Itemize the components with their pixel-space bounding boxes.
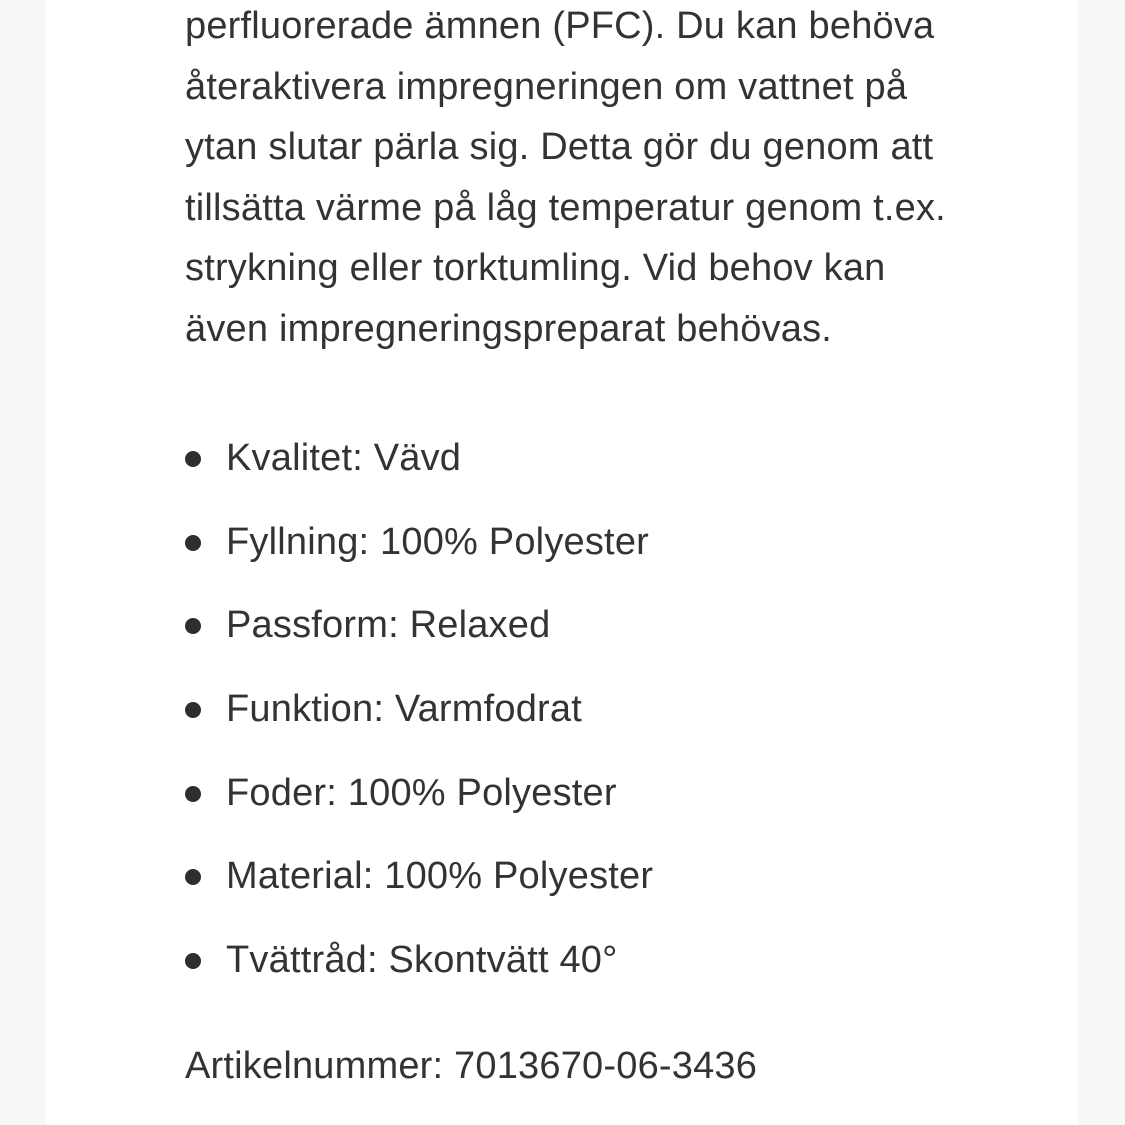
description-line: återaktivera impregneringen om vattnet på bbox=[185, 65, 908, 108]
article-number: Artikelnummer: 7013670-06-3436 bbox=[185, 1045, 758, 1087]
description-line: strykning eller torktumling. Vid behov kan bbox=[185, 247, 886, 289]
product-spec-list bbox=[185, 432, 1025, 1018]
product-details-card bbox=[46, 0, 1078, 1125]
bullet-icon bbox=[185, 953, 201, 969]
spec-label: Kvalitet: Vävd bbox=[226, 437, 462, 479]
spec-item-material bbox=[185, 850, 1025, 934]
description-line: även impregneringspreparat behövas. bbox=[185, 307, 833, 350]
spec-item-filling bbox=[185, 516, 1025, 600]
spec-item-function bbox=[185, 683, 1025, 767]
bullet-icon bbox=[185, 786, 201, 802]
spec-item-quality bbox=[185, 432, 1025, 516]
description-line: tillsätta värme på låg temperatur genom t.ex. bbox=[185, 186, 946, 229]
description-line: ytan slutar pärla sig. Detta gör du genom att bbox=[185, 126, 934, 168]
spec-label: Tvättråd: Skontvätt 40° bbox=[226, 939, 618, 982]
description-line: perfluorerade ämnen (PFC). Du kan behöva bbox=[185, 5, 935, 47]
bullet-icon bbox=[185, 451, 201, 467]
spec-label: Passform: Relaxed bbox=[226, 604, 551, 647]
spec-label: Material: 100% Polyester bbox=[226, 855, 654, 898]
bullet-icon bbox=[185, 535, 201, 551]
spec-item-fit bbox=[185, 599, 1025, 683]
spec-label: Foder: 100% Polyester bbox=[226, 771, 617, 814]
spec-label: Fyllning: 100% Polyester bbox=[226, 520, 650, 563]
bullet-icon bbox=[185, 869, 201, 885]
spec-label: Funktion: Varmfodrat bbox=[226, 688, 583, 731]
spec-item-lining bbox=[185, 767, 1025, 851]
bullet-icon bbox=[185, 618, 201, 634]
spec-item-care bbox=[185, 934, 1025, 1018]
bullet-icon bbox=[185, 702, 201, 718]
product-care-description bbox=[185, 0, 1025, 363]
